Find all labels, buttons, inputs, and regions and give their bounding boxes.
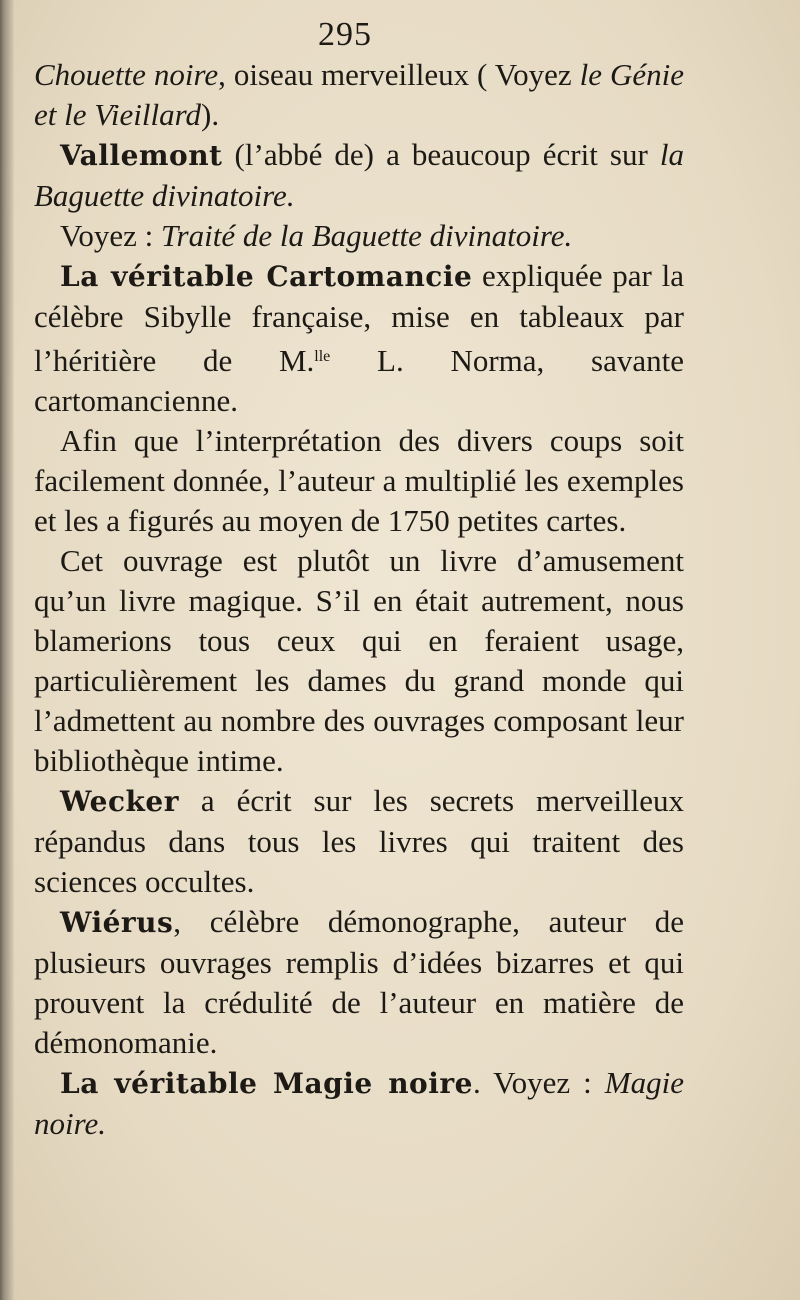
entry-headword: Wiérus <box>60 906 174 939</box>
entry-headword: La véritable Cartomancie <box>60 260 473 293</box>
entry-reference: le Génie et le Vieillard <box>34 57 685 132</box>
entry-cartomancie-para2: Afin que l’interprétation des divers coups soit facilement donnée, l’auteur a multiplié les exemples et les a figurés au moyen de 1750 petites cartes. <box>34 423 684 538</box>
entry-text: Voyez : <box>60 218 162 253</box>
entry-magie-noire <box>34 1063 684 1144</box>
entry-text: L. Norma, savante cartomancienne. <box>34 343 684 418</box>
entry-term: Chouette noire <box>34 57 219 92</box>
entry-text: ). <box>201 97 220 132</box>
entry-headword: La véritable Magie noire <box>60 1067 473 1100</box>
page-binding-shadow <box>0 0 14 1300</box>
entry-text: . Voyez : <box>472 1065 605 1100</box>
entry-headword: Vallemont <box>60 139 223 172</box>
entry-wierus <box>34 902 684 1063</box>
entry-vallemont <box>34 135 684 216</box>
page-number: 295 <box>318 16 372 53</box>
entry-cartomancie-para3: Cet ouvrage est plutôt un livre d’amusement qu’un livre magique. S’il en était autrement, nous blamerions tous ceux qui en feraient usage, particulièrement les dames du grand monde qui l’admettent au nombre des ouvrages composant leur bibliothèque intime. <box>34 543 684 778</box>
entry-text: a écrit sur les secrets merveilleux répandus dans tous les livres qui traitent des sciences occultes. <box>34 783 684 899</box>
entry-cartomancie <box>34 256 684 421</box>
entry-text: , oiseau merveilleux ( Voyez <box>218 57 580 92</box>
entry-text: (l’abbé de) a beaucoup écrit sur <box>222 137 660 172</box>
entry-chouette <box>34 55 684 135</box>
page-text <box>34 55 684 1144</box>
entry-wecker <box>34 781 684 902</box>
entry-reference: la Baguette divinatoire. <box>34 137 684 213</box>
entry-text: expliquée par la célèbre Sibylle française, mise en tableaux par l’héritière de M. <box>34 258 684 378</box>
entry-text: , célèbre démonographe, auteur de plusieurs ouvrages remplis d’idées bizarres et qui prouvent la crédulité de l’auteur en matière de démonomanie. <box>34 904 684 1060</box>
entry-headword: Wecker <box>60 785 179 818</box>
entry-vallemont-voyez <box>34 216 684 256</box>
entry-superscript: lle <box>314 348 331 365</box>
entry-reference: Traité de la Baguette divinatoire. <box>161 218 573 253</box>
entry-reference: Magie noire. <box>34 1065 684 1141</box>
